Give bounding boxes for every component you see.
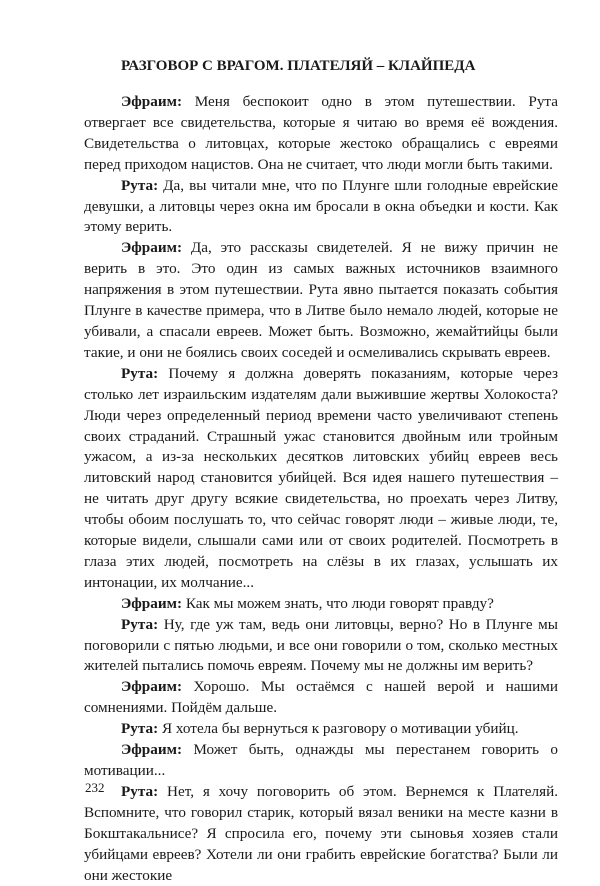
paragraph [84, 176, 558, 239]
speaker-label: Эфраим: [121, 678, 183, 696]
dialogue-body [84, 92, 558, 886]
paragraph-text: Ну, где уж там, ведь они литовцы, верно? Но в Плунге мы поговорили с пятью людьми, и все они говорили о том, сколько местных жителей пытались помочь евреям. Почему мы не должны им верить? [84, 615, 558, 675]
paragraph [84, 677, 558, 719]
paragraph [84, 740, 558, 782]
paragraph-text: Хорошо. Мы остаёмся с нашей верой и нашими сомнениями. Пойдём дальше. [84, 678, 558, 717]
speaker-label: Эфраим: [121, 741, 183, 759]
paragraph-text: Почему я должна доверять показаниям, которые через столько лет израильским издателям дали выжившие жертвы Холокоста? Люди через определенный период времени часто увеличивают степень своих страданий. Страшный ужас становится двойным или тройным ужасом, а из-за нескольких десятков литовских убийц евреев весь литовский народ становится убийцей. Вся идея нашего путешествия – не читать друг другу всякие свидетельства, но проехать через Литву, чтобы обоим послушать то, что сейчас говорят люди – живые люди, те, которые видели, слышали сами или от своих родителей. Посмотреть в глаза этих людей, посмотреть на слёзы в их глазах, услышать их интонации, их молчание... [84, 364, 558, 591]
paragraph [84, 719, 558, 740]
paragraph [84, 364, 558, 594]
paragraph [84, 782, 558, 886]
speaker-label: Эфраим: [121, 239, 183, 257]
paragraph-text: Может быть, однажды мы перестанем говорить о мотивации... [84, 741, 558, 779]
paragraph-text: Я хотела бы вернуться к разговору о мотивации убийц. [158, 720, 519, 738]
speaker-label: Рута: [121, 364, 159, 382]
paragraph [84, 594, 558, 615]
paragraph-text: Как мы можем знать, что люди говорят правду? [182, 594, 494, 612]
paragraph-text: Да, вы читали мне, что по Плунге шли голодные еврейские девушки, а литовцы через окна им бросали в окна объедки и кости. Как этому верить. [84, 176, 558, 236]
speaker-label: Рута: [121, 176, 159, 194]
speaker-label: Эфраим: [121, 594, 183, 612]
speaker-label: Рута: [121, 720, 159, 738]
paragraph-text: Да, это рассказы свидетелей. Я не вижу причин не верить в это. Это один из самых важных источников взаимного напряжения в этом путешествии. Рута явно пытается показать события Плунге в качестве примера, что в Литве было немало людей, которые не убивали, а спасали евреев. Может быть. Возможно, жемайтийцы были такие, и они не боялись своих соседей и осмеливались скрывать евреев. [84, 239, 558, 361]
paragraph [84, 238, 558, 363]
paragraph-text: Меня беспокоит одно в этом путешествии. Рута отвергает все свидетельства, которые я читаю во время её вождения. Свидетельства о литовцах, которые жестоко обращались с евреями перед приходом нацистов. Она не считает, что люди могли быть такими. [84, 93, 558, 173]
section-title: РАЗГОВОР С ВРАГОМ. ПЛАТЕЛЯЙ – КЛАЙПЕДА [121, 58, 476, 74]
speaker-label: Рута: [121, 615, 159, 633]
speaker-label: Рута: [121, 782, 159, 800]
page-number: 232 [85, 780, 105, 795]
paragraph [84, 615, 558, 678]
paragraph [84, 92, 558, 176]
paragraph-text: Нет, я хочу поговорить об этом. Вернемся к Плателяй. Вспомните, что говорил старик, который вязал веники на месте казни в Бокштакальнисе? Я спросила его, почему эти сыновья хозяев стали убийцами евреев? Хотели ли они грабить еврейские богатства? Были ли они жестокие [84, 782, 558, 884]
speaker-label: Эфраим: [121, 93, 183, 110]
